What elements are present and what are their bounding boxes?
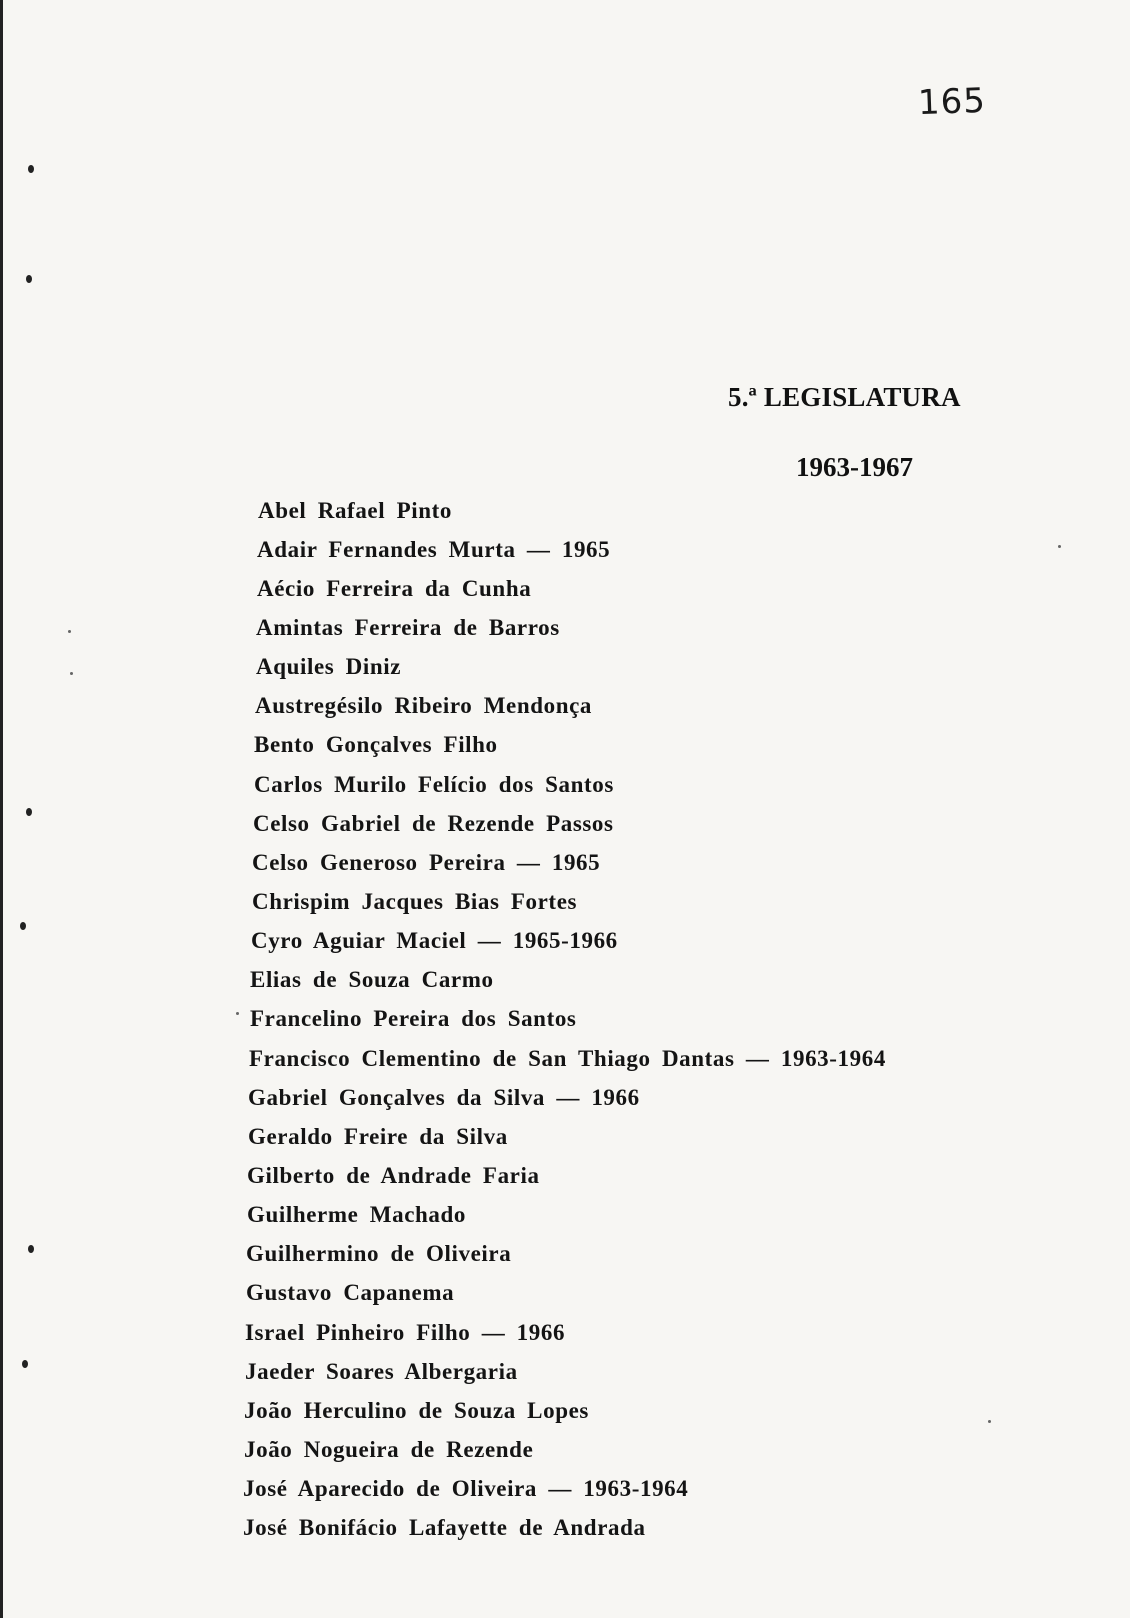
scan-speck — [1058, 545, 1061, 548]
scan-speck — [236, 1012, 239, 1015]
member-name: Gustavo Capanema — [246, 1280, 455, 1305]
member-name: Chrispim Jacques Bias Fortes — [252, 889, 578, 914]
scan-speck — [28, 1245, 34, 1253]
scan-speck — [22, 1360, 28, 1368]
legislature-years: 1963-1967 — [796, 452, 913, 482]
scan-speck — [20, 922, 26, 930]
scan-speck — [70, 672, 73, 675]
member-name: Aquiles Diniz — [256, 654, 402, 679]
member-name: José Aparecido de Oliveira — 1963-1964 — [243, 1476, 689, 1501]
member-name: Francisco Clementino de San Thiago Dantas — 1963-1964 — [249, 1046, 886, 1071]
member-name: Elias de Souza Carmo — [250, 967, 494, 992]
member-name: Celso Generoso Pereira — 1965 — [252, 850, 601, 875]
scan-speck — [68, 630, 71, 633]
member-name: Austregésilo Ribeiro Mendonça — [255, 693, 593, 718]
member-name: Aécio Ferreira da Cunha — [257, 576, 532, 601]
scan-speck — [28, 165, 34, 173]
member-name: Abel Rafael Pinto — [258, 498, 452, 523]
member-name: Adair Fernandes Murta — 1965 — [257, 537, 611, 562]
scan-edge — [0, 0, 3, 1618]
member-name: Guilherme Machado — [247, 1202, 466, 1227]
member-name: Carlos Murilo Felício dos Santos — [254, 772, 614, 797]
legislature-title: 5.ª LEGISLATURA — [728, 382, 961, 412]
member-name: Bento Gonçalves Filho — [254, 732, 498, 757]
scan-speck — [988, 1420, 991, 1423]
member-name: Gilberto de Andrade Faria — [247, 1163, 540, 1188]
scan-speck — [26, 275, 32, 283]
member-name: Cyro Aguiar Maciel — 1965-1966 — [251, 928, 618, 953]
member-name: João Herculino de Souza Lopes — [244, 1398, 589, 1423]
member-name: Guilhermino de Oliveira — [246, 1241, 512, 1266]
member-name: Celso Gabriel de Rezende Passos — [253, 811, 614, 836]
member-name: João Nogueira de Rezende — [244, 1437, 534, 1462]
member-name: Francelino Pereira dos Santos — [250, 1006, 577, 1031]
page-number: 165 — [917, 80, 987, 124]
member-name: Gabriel Gonçalves da Silva — 1966 — [248, 1085, 640, 1110]
member-name: Jaeder Soares Albergaria — [245, 1359, 518, 1384]
member-name: José Bonifácio Lafayette de Andrada — [243, 1515, 646, 1540]
member-name: Geraldo Freire da Silva — [248, 1124, 508, 1149]
scan-speck — [26, 808, 32, 816]
member-name: Amintas Ferreira de Barros — [256, 615, 560, 640]
member-name: Israel Pinheiro Filho — 1966 — [245, 1320, 566, 1345]
